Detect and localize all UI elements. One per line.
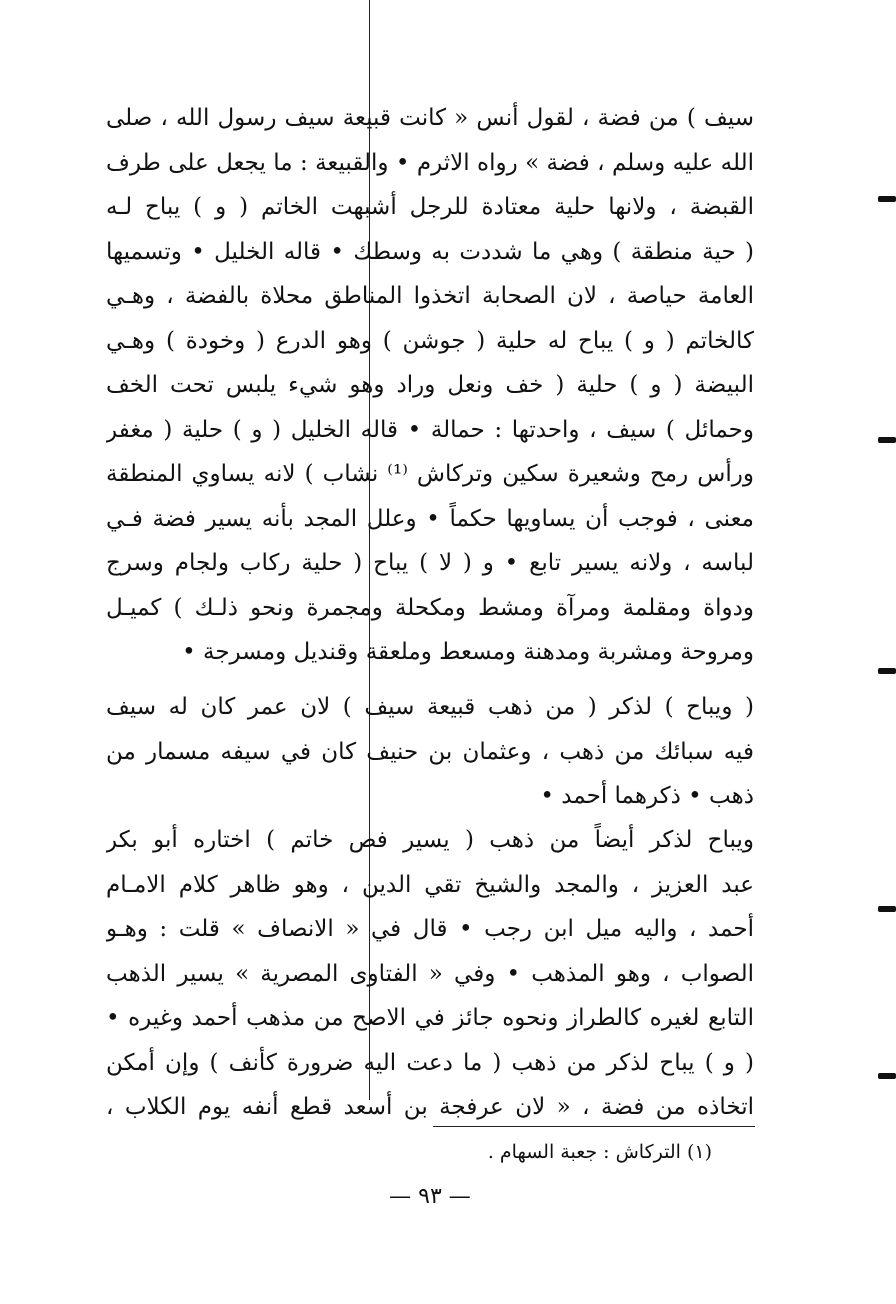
text-line: ( و ) يباح لذكر من ذهب ( ما دعت اليه ضرورة كأنف ) وإن أمكن <box>106 1049 754 1076</box>
text-line: فيه سبائك من ذهب ، وعثمان بن حنيف كان في سيفه مسمار من <box>106 738 754 765</box>
text-line: ومروحة ومشربة ومدهنة ومسعط وملعقة وقنديل ومسرجة • <box>182 639 754 665</box>
text-line: ودواة ومقلمة ومرآة ومشط ومكحلة ومجمرة ونحو ذلـك ) كميـل <box>106 594 754 621</box>
text-line: ( حية منطقة ) وهي ما شددت به وسطك • قاله الخليل • وتسميها <box>106 238 754 265</box>
scan-edge-mark <box>878 668 896 674</box>
paragraph-1 <box>106 96 754 675</box>
text-line: ورأس رمح وشعيرة سكين وتركاش ⁽¹⁾ نشاب ) لانه يساوي المنطقة <box>106 461 754 487</box>
text-line: الصواب ، وهو المذهب • وفي « الفتاوى المصرية » يسير الذهب <box>106 960 754 987</box>
text-line: التابع لغيره كالطراز ونحوه جائز في الاصح من مذهب أحمد وغيره • <box>106 1005 754 1031</box>
text-line: معنى ، فوجب أن يساويها حكماً • وعلل المجد بأنه يسير فضة فـي <box>106 505 754 532</box>
text-line: سيف ) من فضة ، لقول أنس « كانت قبيعة سيف رسول الله ، صلى <box>106 105 754 131</box>
text-line: كالخاتم ( و ) يباح له حلية ( جوشن ) وهو الدرع ( وخودة ) وهـي <box>106 327 754 354</box>
scan-edge-mark <box>878 437 896 443</box>
text-line: ( ويباح ) لذكر ( من ذهب قبيعة سيف ) لان عمر كان له سيف <box>106 694 754 720</box>
footnote: (١) التركاش : جعبة السهام . <box>487 1141 712 1163</box>
page-number: — ٩٣ — <box>389 1184 471 1209</box>
text-line: الله عليه وسلم ، فضة » رواه الاثرم • والقبيعة : ما يجعل على طرف <box>106 149 754 176</box>
scan-edge-mark <box>878 196 896 202</box>
text-line: لباسه ، ولانه يسير تابع • و ( لا ) يباح ( حلية ركاب ولجام وسرج <box>106 550 754 576</box>
text-line: العامة حياصة ، لان الصحابة اتخذوا المناطق محلاة بالفضة ، وهـي <box>106 283 754 309</box>
text-line: البيضة ( و ) حلية ( خف ونعل وراد وهو شيء يلبس تحت الخف <box>106 372 754 398</box>
text-line: ويباح لذكر أيضاً من ذهب ( يسير فص خاتم ) اختاره أبو بكر <box>106 827 754 853</box>
text-line: عبد العزيز ، والمجد والشيخ تقي الدين ، وهو ظاهر كلام الامـام <box>106 871 754 898</box>
scan-edge-mark <box>878 906 896 912</box>
footnote-divider <box>433 1126 755 1127</box>
text-line: اتخاذه من فضة ، « لان عرفجة بن أسعد قطع أنفه يوم الكلاب ، <box>106 1094 754 1120</box>
text-line: القبضة ، ولانها حلية معتادة للرجل أشبهت الخاتم ( و ) يباح لـه <box>106 194 754 220</box>
scan-edge-mark <box>878 1073 896 1079</box>
text-line: ذهب • ذكرهما أحمد • <box>540 783 754 809</box>
text-line: أحمد ، واليه ميل ابن رجب • قال في « الانصاف » قلت : وهـو <box>106 916 754 942</box>
paragraph-2 <box>106 685 754 819</box>
paragraph-3 <box>106 818 754 1130</box>
text-line: وحمائل ) سيف ، واحدتها : حمالة • قاله الخليل ( و ) حلية ( مغفر <box>106 416 754 443</box>
